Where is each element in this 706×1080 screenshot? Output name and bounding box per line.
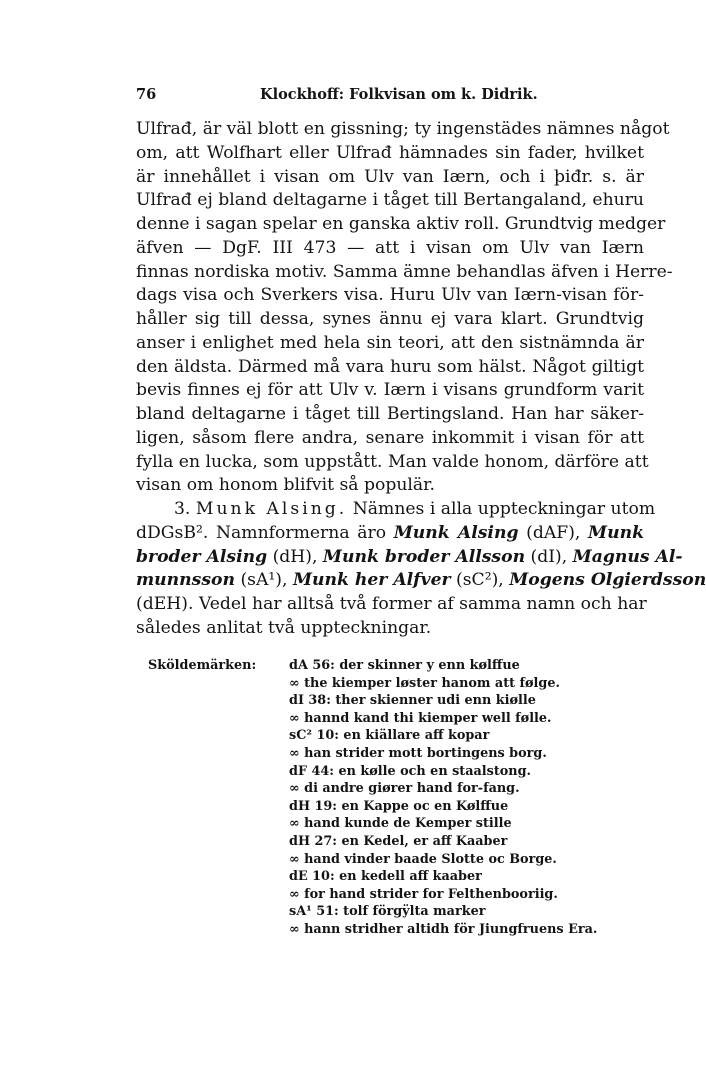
text-line: fylla en lucka, som uppstått. Man valde honom, därföre att [136, 451, 649, 472]
text-line [136, 498, 656, 522]
paragraph-2 [136, 498, 706, 641]
shield-text: ∞ hannd kand thi kiemper well følle. [289, 710, 552, 726]
text-line: Ulfrađ ej bland deltagarne i tåget till Bertangaland, ehuru [136, 190, 644, 211]
shield-text: dE 10: en kedell aff kaaber [289, 869, 482, 885]
shield-text: sC² 10: en kiällare aff kopar [289, 728, 490, 744]
text-line: Ulfrađ, är väl blott en gissning; ty ingenstädes nämnes något [136, 119, 670, 139]
shield-line [148, 886, 644, 904]
shield-line [148, 710, 644, 728]
text-run: (dAF), [518, 522, 589, 543]
name-form: Munk her Alfver [292, 570, 451, 591]
text-run: (sA¹), [235, 570, 293, 591]
shield-text: dI 38: ther skienner udi enn kiølle [289, 693, 536, 709]
shield-line [148, 798, 644, 816]
name-form: Munk [588, 522, 644, 543]
text-run: (dI), [525, 546, 573, 567]
shield-text: ∞ the kiemper løster hanom att følge. [289, 675, 560, 691]
text-line: finnas nordiska motiv. Samma ämne behandlas äfven i Herre- [136, 261, 673, 282]
shield-line [148, 780, 644, 798]
name-form: munnsson [136, 570, 235, 591]
name-form: Munk broder Allsson [322, 546, 526, 567]
shield-text: ∞ for hand strider for Felthenbooriig. [289, 886, 558, 902]
body-text [136, 118, 706, 641]
name-form: broder Alsing [136, 546, 268, 567]
shield-text: ∞ hand vinder baade Slotte oc Borge. [289, 851, 557, 867]
shield-text: ∞ hann stridher altidh för Jiungfruens Era. [289, 921, 598, 937]
text-line: visan om honom blifvit så populär. [136, 475, 435, 496]
paragraph-1 [136, 118, 673, 498]
shield-line [148, 675, 644, 693]
text-line: dags visa och Sverkers visa. Huru Ulv van Iærn-visan för- [136, 285, 644, 306]
shield-line [148, 657, 644, 675]
text-line: om, att Wolfhart eller Ulfrađ hämnades sin fader, hvilket [136, 142, 644, 163]
shield-emblems-list [148, 657, 644, 939]
text-run: dDGsB². Namnformerna äro [136, 522, 394, 543]
shield-line [148, 727, 644, 745]
shield-text: ∞ han strider mott bortingens borg. [289, 745, 547, 761]
shield-line [148, 763, 644, 781]
shield-text: dA 56: der skinner y enn kølffue [289, 658, 520, 673]
shield-line [148, 851, 644, 869]
shield-line [148, 745, 644, 763]
shield-line [148, 868, 644, 886]
shield-text: ∞ hand kunde de Kemper stille [289, 816, 512, 832]
text-line: den äldsta. Därmed må vara huru som hälst. Något giltigt [136, 356, 644, 377]
text-line: denne i sagan spelar en ganska aktiv roll. Grundtvig medger [136, 214, 666, 234]
text-run: (sC²), [450, 570, 510, 591]
text-line: äfven — DgF. III 473 — att i visan om Ulv van Iærn [136, 237, 644, 258]
shield-line [148, 903, 644, 921]
text-line: således anlitat två uppteckningar. [136, 617, 432, 638]
text-line [136, 569, 706, 593]
running-head: Klockhoff: Folkvisan om k. Didrik. [260, 86, 538, 103]
section-number: 3. [174, 499, 191, 519]
name-form: Magnus Al- [572, 546, 683, 567]
name-form: Mogens Olgierdsson [509, 570, 706, 591]
shield-line [148, 692, 644, 710]
text-line [136, 546, 683, 570]
text-line: bevis finnes ej för att Ulv v. Iærn i visans grundform varit [136, 380, 644, 401]
shield-line [148, 921, 644, 939]
text-run: (dH), [267, 546, 323, 567]
text-line: anser i enlighet med hela sin teori, att den sistnämnda är [136, 332, 644, 353]
text-line: är innehållet i visan om Ulv van Iærn, och i þiđr. s. är [136, 166, 644, 187]
shield-line [148, 815, 644, 833]
page-header [136, 86, 644, 108]
text-line: ligen, såsom flere andra, senare inkommit i visan för att [136, 427, 644, 448]
shield-line [148, 833, 644, 851]
shield-text: ∞ di andre giører hand for-fang. [289, 781, 520, 797]
shields-label: Sköldemärken: [148, 658, 257, 673]
shield-text: dH 27: en Kedel, er aff Kaaber [289, 833, 508, 849]
text-line: (dEH). Vedel har alltså två former af samma namn och har [136, 594, 647, 614]
shield-text: dF 44: en kølle och en staalstong. [289, 763, 532, 779]
shield-text: dH 19: en Kappe oc en Kølffue [289, 798, 509, 814]
shield-text: sA¹ 51: tolf förgÿlta marker [289, 904, 486, 920]
text-run: Nämnes i alla uppteckningar utom [352, 499, 656, 519]
text-line: håller sig till dessa, synes ännu ej vara klart. Grundtvig [136, 309, 644, 329]
text-line [136, 522, 644, 546]
text-line: bland deltagarne i tåget till Bertingsland. Han har säker- [136, 404, 644, 424]
page-number: 76 [136, 86, 157, 103]
name-form: Munk Alsing [393, 522, 519, 543]
section-title: Munk Alsing. [195, 499, 348, 519]
